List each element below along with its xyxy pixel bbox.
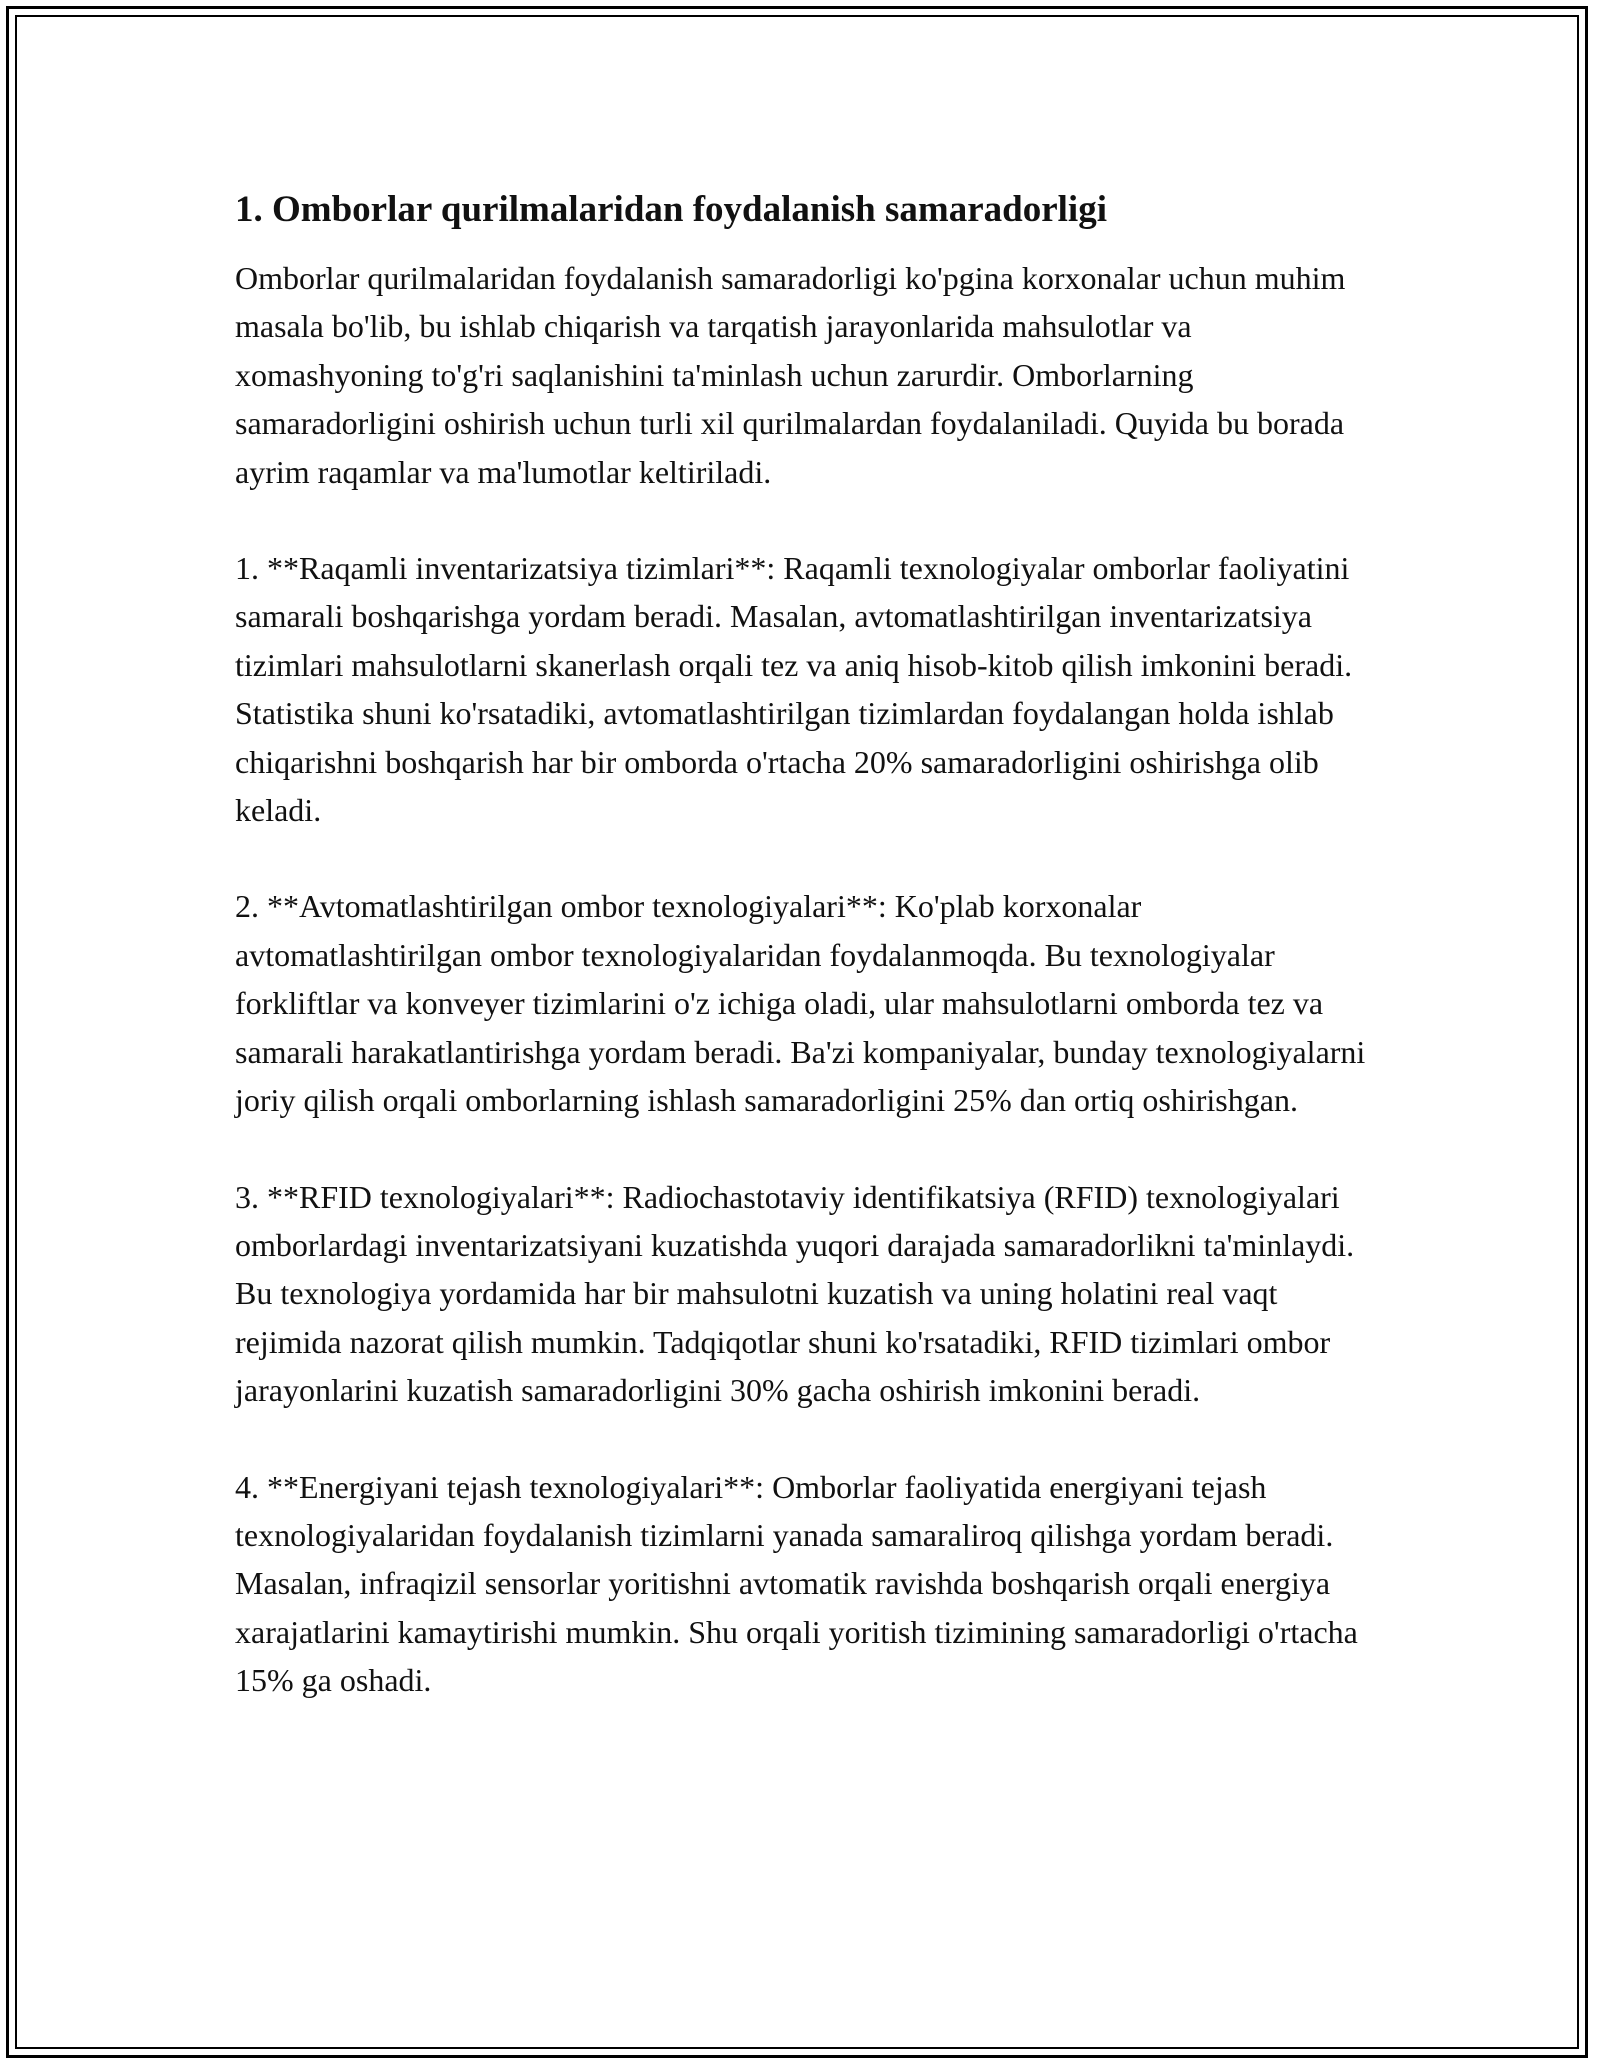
list-item-automated-warehouse: 2. **Avtomatlashtirilgan ombor texnologiyalari**: Ko'plab korxonalar avtomatlashtirilgan ombor texnologiyalaridan foydalanmoqda. Bu texnologiyalar forkliftlar va konveyer tizimlarini o'z ichiga oladi, ular mahsulotlarni omborda tez va samarali harakatlantirishga yordam beradi. Ba'zi kompaniyalar, bunday texnologiyalarni joriy qilish orqali omborlarning ishlash samaradorligini 25% dan ortiq oshirishgan.	[235, 888, 1366, 1119]
list-item-rfid: 3. **RFID texnologiyalari**: Radiochastotaviy identifikatsiya (RFID) texnologiyalari omborlardagi inventarizatsiyani kuzatishda yuqori darajada samaradorlikni ta'minlaydi. Bu texnologiya yordamida har bir mahsulotni kuzatish va uning holatini real vaqt rejimida nazorat qilish mumkin. Tadqiqotlar shuni ko'rsatadiki, RFID tizimlari ombor jarayonlarini kuzatish samaradorligini 30% gacha oshirish imkonini beradi.	[235, 1178, 1355, 1409]
list-item-energy-saving: 4. **Energiyani tejash texnologiyalari**: Omborlar faoliyatida energiyani tejash texnologiyalaridan foydalanish tizimlarni yanada samaraliroq qilishga yordam beradi. Masalan, infraqizil sensorlar yoritishni avtomatik ravishda boshqarish orqali energiya xarajatlarini kamaytirishi mumkin. Shu orqali yoritish tizimining samaradorligi o'rtacha 15% ga oshadi.	[235, 1468, 1358, 1699]
document-title: 1. Omborlar qurilmalaridan foydalanish samaradorligi	[235, 189, 1107, 230]
intro-paragraph: Omborlar qurilmalaridan foydalanish samaradorligi ko'pgina korxonalar uchun muhim masala bo'lib, bu ishlab chiqarish va tarqatish jarayonlarida mahsulotlar va xomashyoning to'g'ri saqlanishini ta'minlash uchun zarurdir. Omborlarning samaradorligini oshirish uchun turli xil qurilmalardan foydalaniladi. Quyida bu borada ayrim raqamlar va ma'lumotlar keltiriladi.	[235, 260, 1346, 490]
list-item-digital-inventory: 1. **Raqamli inventarizatsiya tizimlari**: Raqamli texnologiyalar omborlar faoliyatini samarali boshqarishga yordam beradi. Masalan, avtomatlashtirilgan inventarizatsiya tizimlari mahsulotlarni skanerlash orqali tez va aniq hisob-kitob qilish imkonini beradi. Statistika shuni ko'rsatadiki, avtomatlashtirilgan tizimlardan foydalangan holda ishlab chiqarishni boshqarish har bir omborda o'rtacha 20% samaradorligini oshirishga olib keladi.	[235, 550, 1353, 829]
document-body	[235, 186, 1375, 1705]
